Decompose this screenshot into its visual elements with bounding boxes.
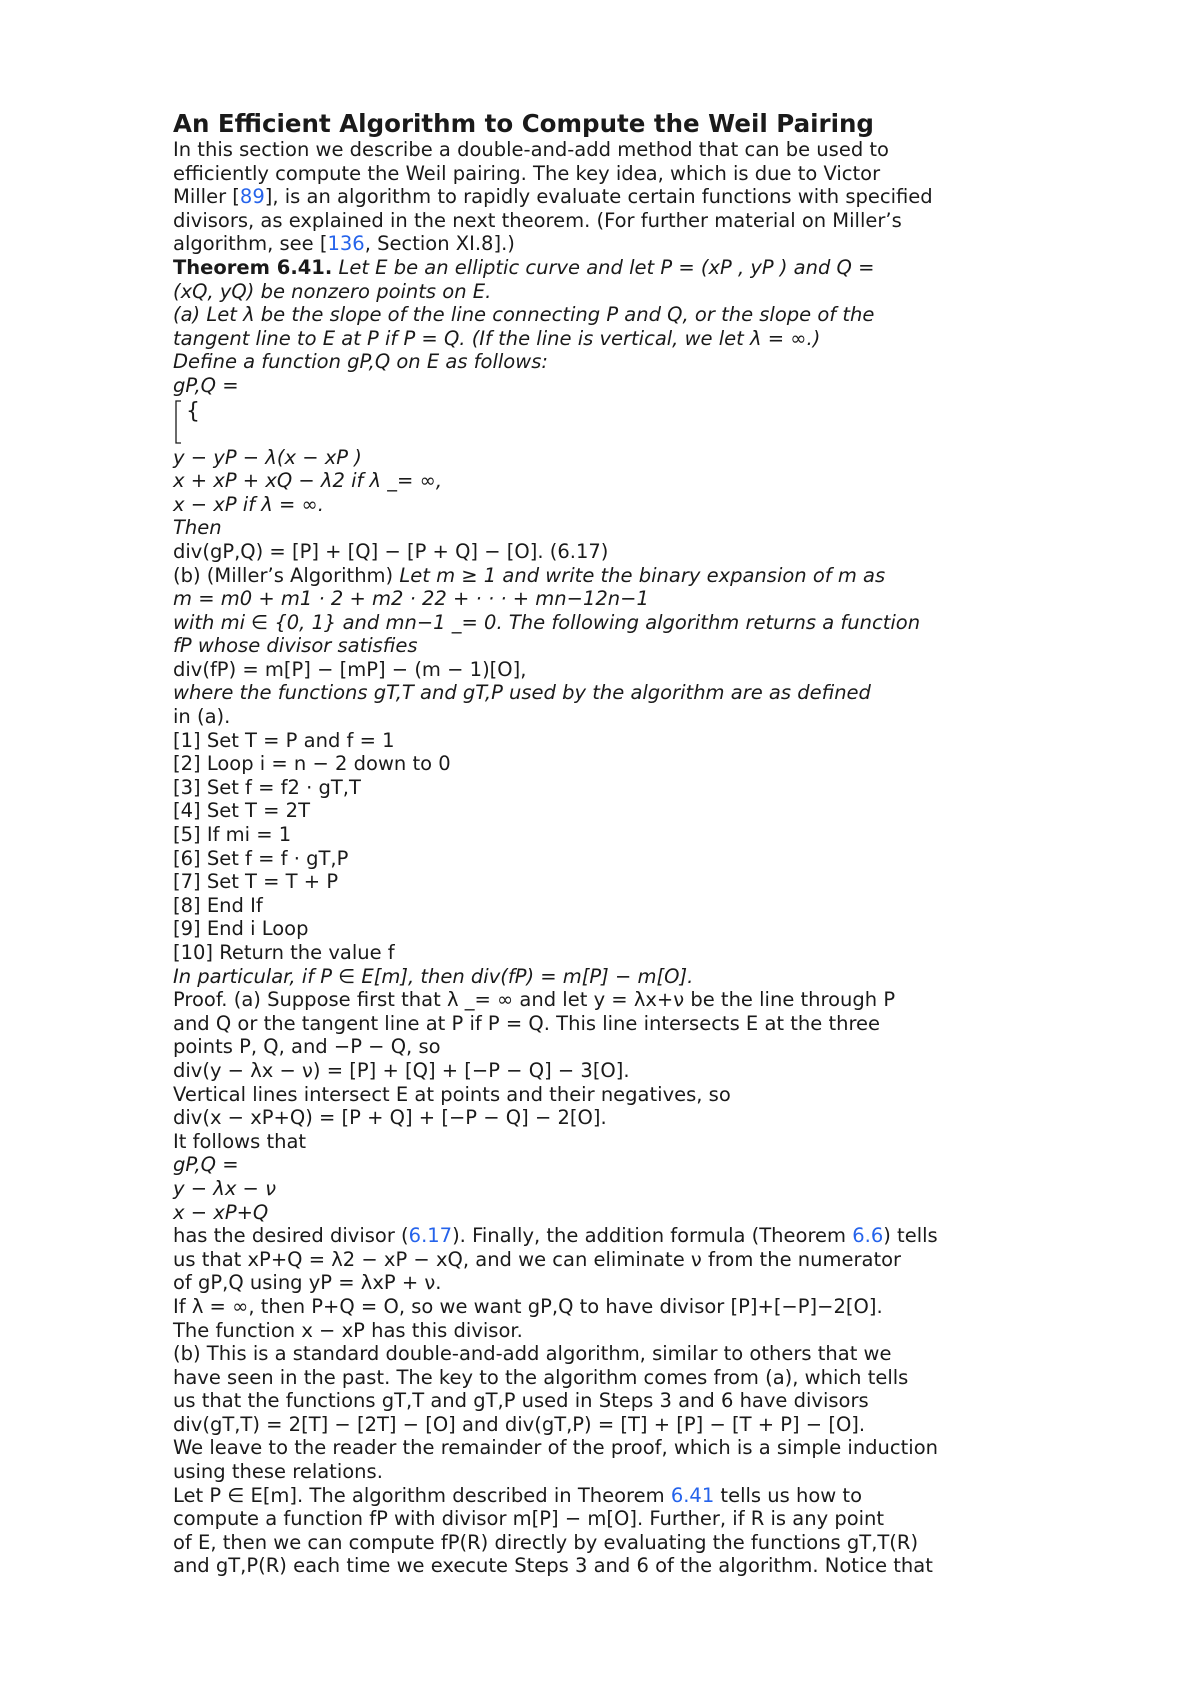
algorithm-step: [1] Set T = P and f = 1	[173, 728, 395, 752]
formula-line: div(fP) = m[P] − [mP] − (m − 1)[O],	[173, 657, 527, 681]
theorem-link-6-41[interactable]: 6.41	[670, 1483, 715, 1507]
proof-line: and gT,P(R) each time we execute Steps 3 and 6 of the algorithm. Notice that	[173, 1554, 933, 1578]
proof-line: have seen in the past. The key to the algorithm comes from (a), which tells	[173, 1365, 909, 1389]
intro-paragraph	[173, 138, 1173, 256]
formula-line: x + xP + xQ − λ2 if λ _= ∞,	[173, 469, 443, 493]
proof-line: has the desired divisor (6.17). Finally, the addition formula (Theorem 6.6) tells	[173, 1224, 938, 1248]
theorem-line: in (a).	[173, 705, 231, 729]
theorem-line: where the functions gT,T and gT,P used by the algorithm are as defined	[173, 681, 871, 705]
formula-line: x − xP if λ = ∞.	[173, 492, 324, 516]
proof-line: It follows that	[173, 1129, 307, 1153]
algorithm-step: [3] Set f = f2 · gT,T	[173, 775, 361, 799]
proof-line: of gP,Q using yP = λxP + ν.	[173, 1271, 442, 1295]
theorem-line: fP whose divisor satisfies	[173, 634, 418, 658]
proof-line: div(gT,T) = 2[T] − [2T] − [O] and div(gT,P) = [T] + [P] − [T + P] − [O].	[173, 1412, 866, 1436]
theorem-line: (b) (Miller’s Algorithm) Let m ≥ 1 and write the binary expansion of m as	[173, 563, 886, 587]
algorithm-step: [9] End i Loop	[173, 917, 309, 941]
formula-line: y − yP − λ(x − xP )	[173, 445, 362, 469]
proof-line: If λ = ∞, then P+Q = O, so we want gP,Q to have divisor [P]+[−P]−2[O].	[173, 1294, 883, 1318]
theorem-link-6-6[interactable]: 6.6	[852, 1224, 884, 1248]
brace-glyph: {	[186, 398, 200, 424]
theorem-line: Define a function gP,Q on E as follows:	[173, 350, 548, 374]
intro-line: algorithm, see [136, Section XI.8].)	[173, 232, 515, 256]
theorem-block	[173, 256, 1173, 729]
proof-line: points P, Q, and −P − Q, so	[173, 1035, 441, 1059]
algorithm-step: [2] Loop i = n − 2 down to 0	[173, 752, 451, 776]
formula-line: m = m0 + m1 · 2 + m2 · 22 + · · · + mn−12n−1	[173, 587, 649, 611]
theorem-line: Then	[173, 516, 222, 540]
theorem-line: tangent line to E at P if P = Q. (If the line is vertical, we let λ = ∞.)	[173, 326, 821, 350]
algorithm-step: [8] End If	[173, 893, 263, 917]
theorem-line: (xQ, yQ) be nonzero points on E.	[173, 279, 492, 303]
theorem-line: gP,Q =	[173, 373, 239, 397]
theorem-line: with mi ∈ {0, 1} and mn−1 _= 0. The following algorithm returns a function	[173, 610, 921, 634]
proof-line: gP,Q =	[173, 1153, 239, 1177]
citation-link-89[interactable]: 89	[239, 185, 265, 209]
proof-line: us that xP+Q = λ2 − xP − xQ, and we can eliminate ν from the numerator	[173, 1247, 902, 1271]
citation-link-136[interactable]: 136	[327, 232, 365, 256]
intro-line: efficiently compute the Weil pairing. The key idea, which is due to Victor	[173, 161, 881, 185]
equation-link-6-17[interactable]: 6.17	[408, 1224, 453, 1248]
algorithm-step: [7] Set T = T + P	[173, 870, 339, 894]
equation-6-17: div(gP,Q) = [P] + [Q] − [P + Q] − [O]. (6.17)	[173, 539, 609, 563]
proof-line: We leave to the reader the remainder of the proof, which is a simple induction	[173, 1436, 938, 1460]
proof-line: div(x − xP+Q) = [P + Q] + [−P − Q] − 2[O].	[173, 1106, 607, 1130]
theorem-line: Theorem 6.41. Let E be an elliptic curve and let P = (xP , yP ) and Q =	[173, 255, 875, 279]
proof-block	[173, 988, 1173, 1578]
document-page	[173, 110, 1173, 1578]
theorem-line: (a) Let λ be the slope of the line connecting P and Q, or the slope of the	[173, 303, 875, 327]
proof-line: us that the functions gT,T and gT,P used in Steps 3 and 6 have divisors	[173, 1389, 869, 1413]
theorem-label: Theorem 6.41.	[173, 255, 333, 279]
algorithm-step: [5] If mi = 1	[173, 823, 292, 847]
intro-line: Miller [89], is an algorithm to rapidly evaluate certain functions with specified	[173, 185, 933, 209]
fraction-numerator: y − λx − ν	[173, 1176, 276, 1200]
proof-line: Let P ∈ E[m]. The algorithm described in Theorem 6.41 tells us how to	[173, 1483, 862, 1507]
algorithm-steps	[173, 729, 1173, 965]
theorem-conclusion: In particular, if P ∈ E[m], then div(fP) = m[P] − m[O].	[173, 964, 694, 988]
section-title: An Efficient Algorithm to Compute the Weil Pairing	[173, 109, 874, 138]
proof-line: and Q or the tangent line at P if P = Q. This line intersects E at the three	[173, 1011, 881, 1035]
proof-line: using these relations.	[173, 1460, 383, 1484]
proof-line: (b) This is a standard double-and-add algorithm, similar to others that we	[173, 1342, 892, 1366]
algorithm-step: [6] Set f = f · gT,P	[173, 846, 349, 870]
proof-line: compute a function fP with divisor m[P] − m[O]. Further, if R is any point	[173, 1507, 885, 1531]
proof-line: div(y − λx − ν) = [P] + [Q] + [−P − Q] − 3[O].	[173, 1058, 630, 1082]
proof-line: of E, then we can compute fP(R) directly by evaluating the functions gT,T(R)	[173, 1530, 919, 1554]
algorithm-step: [10] Return the value f	[173, 941, 395, 964]
intro-line: divisors, as explained in the next theorem. (For further material on Miller’s	[173, 208, 902, 232]
proof-line: Proof. (a) Suppose first that λ _= ∞ and let y = λx+ν be the line through P	[173, 988, 896, 1012]
piecewise-brace-icon	[173, 398, 1173, 446]
fraction-denominator: x − xP+Q	[173, 1200, 269, 1224]
proof-line: Vertical lines intersect E at points and their negatives, so	[173, 1082, 731, 1106]
algorithm-step: [4] Set T = 2T	[173, 799, 311, 823]
proof-line: The function x − xP has this divisor.	[173, 1318, 523, 1342]
intro-line: In this section we describe a double-and-add method that can be used to	[173, 138, 889, 161]
